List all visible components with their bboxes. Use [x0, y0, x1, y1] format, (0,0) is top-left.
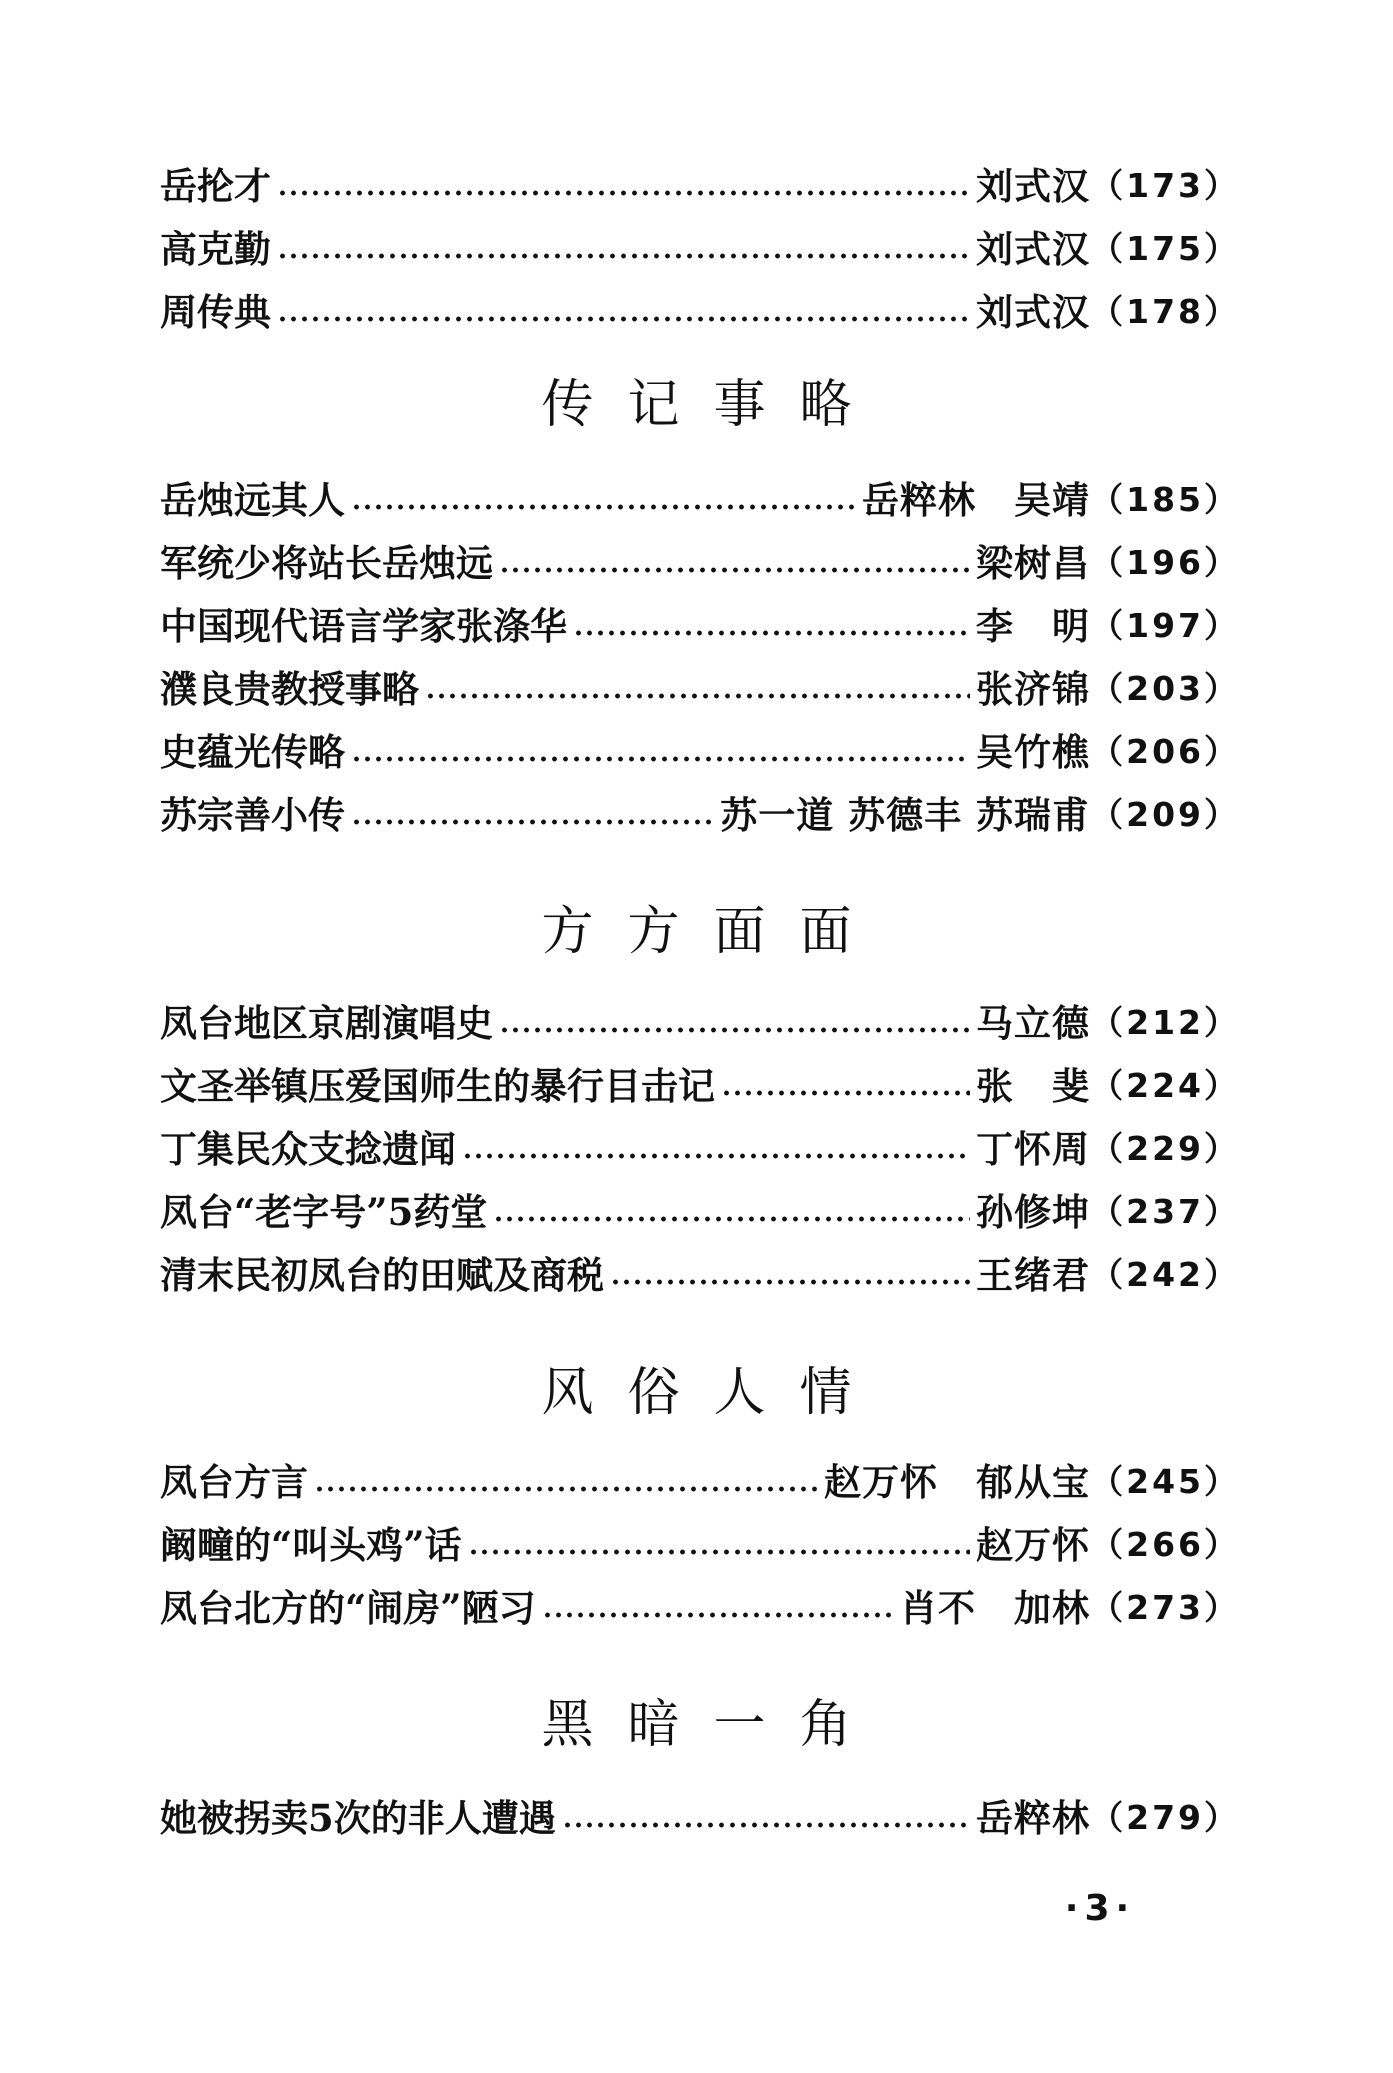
dot-leader — [314, 1483, 818, 1495]
dot-leader — [351, 501, 856, 513]
entry-page: （175） — [1090, 229, 1240, 268]
dot-leader — [351, 753, 970, 765]
toc-entry — [160, 787, 1240, 843]
entry-title: 中国现代语言学家张涤华 — [160, 604, 567, 648]
entry-author: 苏一道 苏德丰 苏瑞甫 — [720, 793, 1090, 837]
entry-author: 肖不 加林 — [900, 1586, 1090, 1630]
dot-leader — [277, 313, 970, 325]
entry-page: （206） — [1090, 732, 1240, 771]
dot-leader — [462, 1150, 970, 1162]
entry-page: （209） — [1090, 795, 1240, 834]
entry-title: 凤台地区京剧演唱史 — [160, 1001, 493, 1045]
entry-author: 吴竹樵 — [976, 730, 1090, 774]
entry-page: （178） — [1090, 292, 1240, 331]
dot-leader — [493, 1213, 970, 1225]
entry-author: 丁怀周 — [976, 1127, 1090, 1171]
toc-entry — [160, 1790, 1240, 1846]
entry-title: 凤台方言 — [160, 1460, 308, 1504]
entry-author: 马立德 — [976, 1001, 1090, 1045]
entry-page: （203） — [1090, 669, 1240, 708]
toc-entry — [160, 472, 1240, 528]
toc-entry — [160, 598, 1240, 654]
entry-page: （224） — [1090, 1066, 1240, 1105]
dot-leader — [277, 187, 970, 199]
dot-leader — [499, 1024, 970, 1036]
dot-leader — [573, 627, 970, 639]
entry-title: 周传典 — [160, 290, 271, 334]
toc-entry — [160, 724, 1240, 780]
entry-author: 孙修坤 — [976, 1190, 1090, 1234]
entry-page: （279） — [1090, 1798, 1240, 1837]
dot-leader — [542, 1609, 894, 1621]
toc-entry — [160, 535, 1240, 591]
page-number: ·3· — [1064, 1888, 1136, 1929]
entry-title: 阚疃的“叫头鸡”话 — [160, 1523, 462, 1567]
toc-entry — [160, 221, 1240, 277]
toc-entry — [160, 1058, 1240, 1114]
dot-leader — [721, 1087, 970, 1099]
entry-title: 凤台“老字号”5药堂 — [160, 1190, 488, 1234]
entry-page: （273） — [1090, 1588, 1240, 1627]
entry-page: （173） — [1090, 166, 1240, 205]
entry-author: 岳粹林 — [976, 1796, 1090, 1840]
toc-entry — [160, 284, 1240, 340]
entry-page: （212） — [1090, 1003, 1240, 1042]
entry-title: 苏宗善小传 — [160, 793, 345, 837]
section-heading: 黑暗一角 — [541, 1695, 886, 1755]
toc-entry — [160, 158, 1240, 214]
entry-page: （197） — [1090, 606, 1240, 645]
dot-leader — [425, 690, 970, 702]
toc-entry — [160, 1184, 1240, 1240]
toc-entry — [160, 1247, 1240, 1303]
toc-entry — [160, 1517, 1240, 1573]
section-heading: 传记事略 — [541, 375, 886, 435]
entry-author: 王绪君 — [976, 1253, 1090, 1297]
entry-title: 军统少将站长岳烛远 — [160, 541, 493, 585]
entry-title: 史蕴光传略 — [160, 730, 345, 774]
entry-title: 凤台北方的“闹房”陋习 — [160, 1586, 536, 1630]
entry-title: 丁集民众支捻遗闻 — [160, 1127, 456, 1171]
entry-page: （266） — [1090, 1525, 1240, 1564]
section-heading: 风俗人情 — [541, 1363, 886, 1423]
entry-author: 张 斐 — [976, 1064, 1090, 1108]
entry-author: 赵万怀 郁从宝 — [824, 1460, 1090, 1504]
toc-entry — [160, 1121, 1240, 1177]
entry-title: 岳抡才 — [160, 164, 271, 208]
entry-title: 清末民初凤台的田赋及商税 — [160, 1253, 604, 1297]
entry-title: 岳烛远其人 — [160, 478, 345, 522]
entry-author: 岳粹林 吴靖 — [862, 478, 1090, 522]
entry-author: 张济锦 — [976, 667, 1090, 711]
dot-leader — [562, 1819, 970, 1831]
entry-page: （242） — [1090, 1255, 1240, 1294]
toc-entry — [160, 995, 1240, 1051]
entry-title: 高克勤 — [160, 227, 271, 271]
entry-page: （196） — [1090, 543, 1240, 582]
entry-page: （185） — [1090, 480, 1240, 519]
dot-leader — [351, 816, 714, 828]
entry-page: （237） — [1090, 1192, 1240, 1231]
dot-leader — [468, 1546, 970, 1558]
toc-entry — [160, 1580, 1240, 1636]
entry-author: 梁树昌 — [976, 541, 1090, 585]
entry-author: 李 明 — [976, 604, 1090, 648]
entry-author: 刘式汉 — [976, 164, 1090, 208]
dot-leader — [610, 1276, 970, 1288]
entry-author: 刘式汉 — [976, 290, 1090, 334]
toc-entry — [160, 661, 1240, 717]
entry-author: 刘式汉 — [976, 227, 1090, 271]
dot-leader — [499, 564, 970, 576]
entry-title: 她被拐卖5次的非人遭遇 — [160, 1796, 556, 1840]
entry-title: 文圣举镇压爱国师生的暴行目击记 — [160, 1064, 715, 1108]
dot-leader — [277, 250, 970, 262]
entry-author: 赵万怀 — [976, 1523, 1090, 1567]
toc-entry — [160, 1454, 1240, 1510]
entry-page: （245） — [1090, 1462, 1240, 1501]
section-heading: 方方面面 — [541, 902, 886, 962]
entry-title: 濮良贵教授事略 — [160, 667, 419, 711]
entry-page: （229） — [1090, 1129, 1240, 1168]
